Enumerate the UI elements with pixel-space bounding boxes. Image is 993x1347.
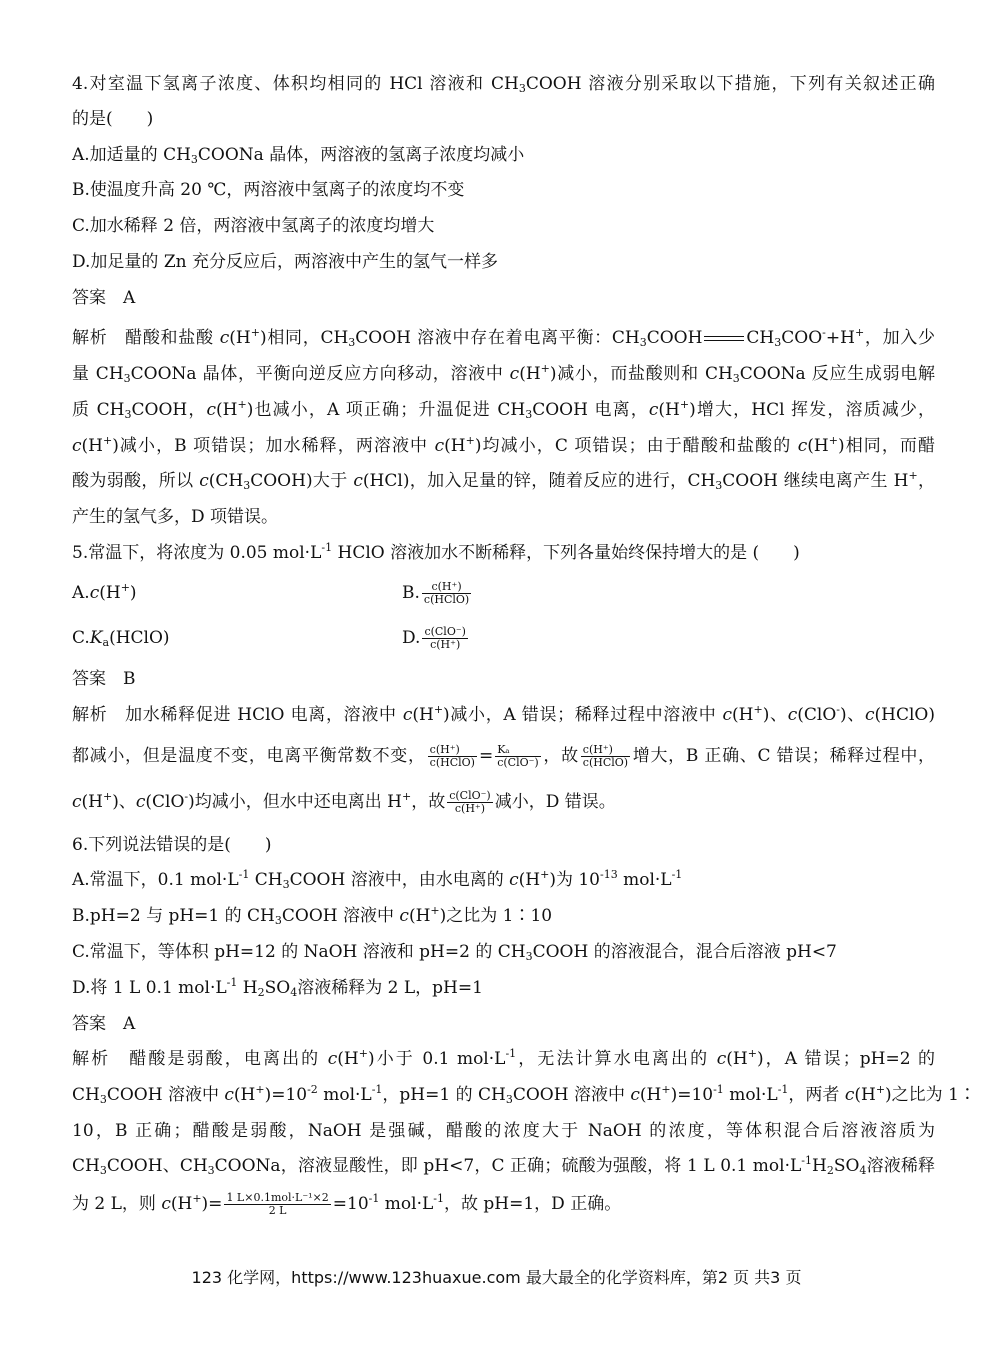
q4-option-c: C.加水稀释 2 倍，两溶液中氢离子的浓度均增大 <box>72 216 435 236</box>
q6-option-b: B.pH=2 与 pH=1 的 $CH_3COOH$ 溶液中 c(H+)之比为 1∶10 <box>72 904 553 927</box>
q4-option-d: D.加足量的 Zn 充分反应后，两溶液中产生的氢气一样多 <box>72 252 498 272</box>
q4-stem-line-2: 的是( ) <box>72 109 154 129</box>
q4-analysis-line-1: 解析 醋酸和盐酸 c(H+)相同，$CH_3COOH$ 溶液中存在着电离平衡：$CH_3COOH$ $CH_3COO^-+H^+$，加入少 <box>72 326 935 349</box>
page-footer: 123 化学网，https://www.123huaxue.com 最大最全的化学资料库，第2 页 共3 页 <box>191 1268 802 1287</box>
q5-option-a: A.c(H+) <box>72 581 137 603</box>
q5-option-b: B. $\frac{c(H^+)}{\text{c(HClO)}}$ <box>402 580 470 606</box>
fraction: $\frac{c(H^+)}{\text{c(HClO)}}$ <box>582 743 629 769</box>
q6-analysis-line-5: 为 2 L，则 c(H+)= $\frac{\text{1 L×0.1mol·L⁻¹×2}}{2 L}$ $=10^{-1}$ $mol\cdot L^{-1}$，故 pH=1，D 正确。 <box>72 1191 622 1217</box>
q5-analysis-line-1: 解析 加水稀释促进 HClO 电离，溶液中 c(H+)减小，A 错误；稀释过程中溶液中 c(H+)、c(ClO-)、c(HClO) <box>72 703 936 725</box>
fraction: $\frac{\text{c(ClO⁻)}}{c(H^+)}$ <box>449 789 491 815</box>
fraction: $\frac{\text{c(ClO⁻)}}{c(H^+)}$ <box>424 625 466 651</box>
q4-answer: 答案 A <box>72 288 136 308</box>
q4-option-b: B.使温度升高 20 ℃，两溶液中氢离子的浓度均不变 <box>72 180 465 200</box>
q6-analysis-line-4: $CH_3COOH$、$CH_3COONa$，溶液显酸性，即 pH<7，C 正确；硫酸为强酸，将 1 L 0.1 $mol\cdot L^{-1}H_2SO_4$溶液稀释 <box>72 1154 935 1177</box>
q6-option-d: D.将 1 L 0.1 $mol\cdot L^{-1}$ $H_2SO_4$溶液稀释为 2 L，pH=1 <box>72 976 483 999</box>
q6-option-c: C.常温下，等体积 pH=12 的 NaOH 溶液和 pH=2 的 $CH_3COOH$ 的溶液混合，混合后溶液 pH<7 <box>72 942 837 963</box>
fraction: $\frac{\text{Kₐ}}{\text{c(ClO⁻)}}$ <box>497 743 539 769</box>
q6-analysis-line-1: 解析 醋酸是弱酸，电离出的 c(H+)小于 0.1 $mol\cdot L^{-1}$，无法计算水电离出的 c(H+)，A 错误；pH=2 的 <box>72 1047 936 1069</box>
q6-analysis-line-3: 10，B 正确；醋酸是弱酸，NaOH 是强碱，醋酸的浓度大于 NaOH 的浓度，等体积混合后溶液溶质为 <box>72 1121 935 1141</box>
q6-answer: 答案 A <box>72 1014 136 1034</box>
equilibrium-arrow-icon <box>704 333 744 345</box>
q5-option-c: $C.K_a(HClO)$ <box>72 628 170 649</box>
q5-analysis-line-3: c(H+)、c(ClO-)均减小，但水中还电离出 H+，故 $\frac{\text{c(ClO⁻)}}{c(H^+)}$ 减小，D 错误。 <box>72 789 616 815</box>
q4-analysis-line-5: 酸为弱酸，所以 $c(CH_3COOH)$大于 c(HCl)，加入足量的锌，随着反应的进行，$CH_3COOH$ 继续电离产生 H+， <box>72 469 936 492</box>
q6-option-a: A.常温下，0.1 $mol\cdot L^{-1}$ $CH_3COOH$ 溶液中，由水电离的 c(H+)为 $10^{-13}$ $mol\cdot L^{-1}$ <box>72 868 683 891</box>
fraction: $\frac{\text{1 L×0.1mol·L⁻¹×2}}{2 L}$ <box>226 1191 329 1217</box>
q5-answer: 答案 B <box>72 669 136 689</box>
q5-option-d: D. $\frac{\text{c(ClO⁻)}}{c(H^+)}$ <box>402 625 466 651</box>
q6-analysis-line-2: $CH_3COOH$ 溶液中 $c(H^+)=10^{-2}$ $mol\cdot L^{-1}$，pH=1 的 $CH_3COOH$ 溶液中 $c(H^+)=10^{-1}$ $mol\cdot L^{-1}$，两者 c(H+)之比为 1∶ <box>72 1083 976 1106</box>
q5-analysis-line-2: 都减小，但是温度不变，电离平衡常数不变， $\frac{c(H^+)}{\text{c(HClO)}}$ = $\frac{\text{Kₐ}}{\text{c(ClO⁻)}}$ ，故 $\frac{c(H^+)}{\text{c(HClO)}}$ 增大，B 正确、C 错误；稀释过程中， <box>72 743 936 769</box>
q4-option-a: A.加适量的 $CH_3COONa$ 晶体，两溶液的氢离子浓度均减小 <box>72 145 525 166</box>
q4-analysis-line-3: 质 $CH_3COOH$，c(H+)也减小，A 项正确；升温促进 $CH_3COOH$ 电离，c(H+)增大，HCl 挥发，溶质减少， <box>72 398 935 421</box>
q4-stem-line-1: 4.对室温下氢离子浓度、体积均相同的 HCl 溶液和 $CH_3COOH$ 溶液分别采取以下措施，下列有关叙述正确 <box>72 74 935 95</box>
q6-stem: 6.下列说法错误的是( ) <box>72 835 272 855</box>
fraction: $\frac{c(H^+)}{\text{c(HClO)}}$ <box>423 580 470 606</box>
q4-analysis-line-4: c(H+)减小，B 项错误；加水稀释，两溶液中 c(H+)均减小，C 项错误；由于醋酸和盐酸的 c(H+)相同，而醋 <box>72 434 936 456</box>
q4-analysis-line-6: 产生的氢气多，D 项错误。 <box>72 507 279 527</box>
q5-stem: 5.常温下，将浓度为 0.05 $mol\cdot L^{-1}$ HClO 溶液加水不断稀释，下列各量始终保持增大的是 ( ) <box>72 541 800 563</box>
fraction: $\frac{c(H^+)}{\text{c(HClO)}}$ <box>429 743 475 769</box>
q4-analysis-line-2: 量 $CH_3COONa$ 晶体，平衡向逆反应方向移动，溶液中 c(H+)减小，而盐酸则和 $CH_3COONa$ 反应生成弱电解 <box>72 362 935 385</box>
